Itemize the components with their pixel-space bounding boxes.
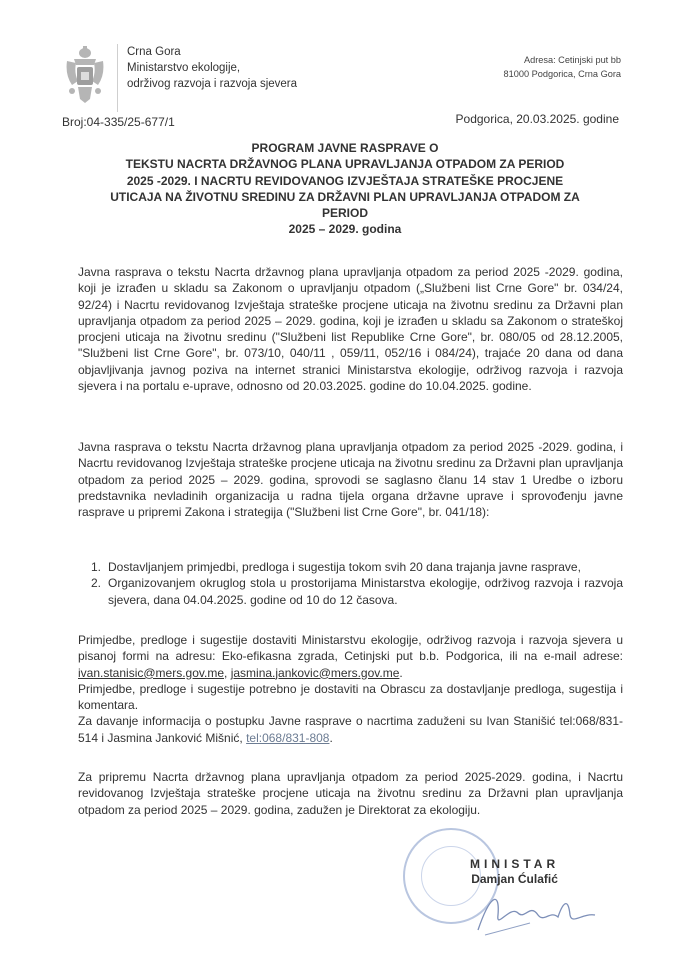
title-line: PROGRAM JAVNE RASPRAVE O [251, 141, 439, 155]
submission-address [78, 632, 623, 681]
title-line: PERIOD [321, 206, 368, 221]
email-link-jasmina[interactable]: jasmina.jankovic@mers.gov.me [230, 665, 400, 680]
paragraph-responsible-directorate: Za pripremu Nacrta državnog plana upravljanja otpadom za period 2025-2029. godina, i Nacrtu revidovanog Izvještaja strateške procjene uticaja na životnu sredinu za Državni plan upravljanja otpadom za period 2025 – 2029. godina, zadužen je Direktorat za ekologiju. [78, 770, 623, 817]
signatory-name: Damjan Ćulafić [471, 872, 558, 886]
contact-text: Za davanje informacija o postupku Javne rasprave o nacrtima zaduženi su Ivan Stanišić tel:068/831-514 i Jasmina Janković Mišnić, [78, 714, 623, 745]
place-and-date: Podgorica, 20.03.2025. godine [455, 112, 619, 126]
paragraph-legal-basis: Javna rasprava o tekstu Nacrta državnog plana upravljanja otpadom za period 2025 -2029. godina, i Nacrtu revidovanog Izvještaja strateške procjene uticaja na životnu sredinu za Državni plan upravljanja otpadom za period 2025 – 2029. godina, sprovodi se saglasno članu 14 stav 1 Uredbe o izboru predstavnika nevladinih organizacija u radna tijela organa državne uprave i sprovođenju javne rasprave u pripremi Zakona i strategija ("Službeni list Crne Gore", br. 041/18): [78, 440, 623, 520]
submission-form-note: Primjedbe, predloge i sugestije potrebno je dostaviti na Obrascu za dostavljanje predloga, sugestija i komentara. [78, 681, 623, 713]
activities-list [78, 559, 623, 608]
paragraph-duration: Javna rasprava o tekstu Nacrta državnog plana upravljanja otpadom za period 2025 -2029. godina, koji je izrađen u skladu sa Zakonom o upravljanju otpadom („Službeni list Crne Gore" br. 034/24, 92/24) i Nacrtu revidovanog Izvještaja strateške procjene uticaja na životnu sredinu za Državni plan upravljanja otpadom za period 2025 – 2029. godina, koji je izrađen u skladu sa Zakonom o strateškoj procjeni uticaja na životnu sredinu ("Službeni list Republike Crne Gore", br. 080/05 od 28.12.2005, "Službeni list Crne Gore", br. 073/10, 040/11 , 059/11, 052/16 i 084/24), trajaće 20 dana od dana objavljivanja javnog poziva na internet stranici Ministarstva ekologije, održivog razvoja i razvoja sjevera i na portalu e-uprave, odnosno od 20.03.2025. godine do 10.04.2025. godine. [78, 265, 623, 394]
coat-of-arms-icon [62, 45, 108, 105]
address-line-city: 81000 Podgorica, Crna Gora [503, 69, 621, 79]
title-line: UTICAJA NA ŽIVOTNU SREDINU ZA DRŽAVNI PLAN UPRAVLJANJA OTPADOM ZA [110, 189, 580, 204]
list-item [78, 559, 623, 575]
ministry-name [127, 44, 297, 92]
period: . [399, 665, 403, 680]
email-link-ivan[interactable]: ivan.stanisic@mers.gov.me [78, 665, 225, 680]
list-number: 1. [90, 560, 101, 574]
list-number: 2. [90, 576, 101, 591]
list-item [78, 575, 623, 608]
list-text: Organizovanjem okruglog stola u prostorijama Ministarstva ekologije, održivog razvoja i razvoja sjevera, dana 04.04.2025. godine od 10 do 12 časova. [108, 576, 623, 607]
org-line-ministry-cont: održivog razvoja i razvoja sjevera [127, 78, 298, 90]
title-line: 2025 – 2029. godina [288, 222, 402, 237]
signatory-block [470, 857, 559, 887]
period: . [329, 730, 333, 745]
list-text: Dostavljanjem primjedbi, predloga i sugestija tokom svih 20 dana trajanja javne rasprave, [108, 560, 581, 574]
ministry-address [504, 53, 621, 81]
header-divider [117, 44, 118, 112]
document-title [50, 140, 640, 238]
paragraph-submission [78, 632, 623, 746]
title-line: 2025 -2029. I NACRTU REVIDOVANOG IZVJEŠTAJA STRATEŠKE PROCJENE [126, 173, 564, 188]
phone-link[interactable]: tel:068/831-808 [246, 730, 330, 745]
email-separator: , [224, 665, 231, 680]
org-line-country: Crna Gora [127, 46, 181, 58]
address-line-street: Adresa: Cetinjski put bb [523, 55, 621, 65]
submission-text: Primjedbe, predloge i sugestije dostaviti Ministarstvu ekologije, održivog razvoja i razvoja sjevera u pisanoj formi na adresu: Eko-efikasna zgrada, Cetinjski put b.b. Podgorica, ili na e-mail adrese: [78, 633, 623, 664]
contact-info [78, 713, 623, 746]
title-line: TEKSTU NACRTA DRŽAVNOG PLANA UPRAVLJANJA OTPADOM ZA PERIOD [125, 157, 565, 172]
reference-number: Broj:04-335/25-677/1 [62, 115, 175, 129]
handwritten-signature-icon [470, 885, 600, 940]
signatory-role: MINISTAR [470, 857, 560, 871]
org-line-ministry: Ministarstvo ekologije, [127, 62, 241, 74]
